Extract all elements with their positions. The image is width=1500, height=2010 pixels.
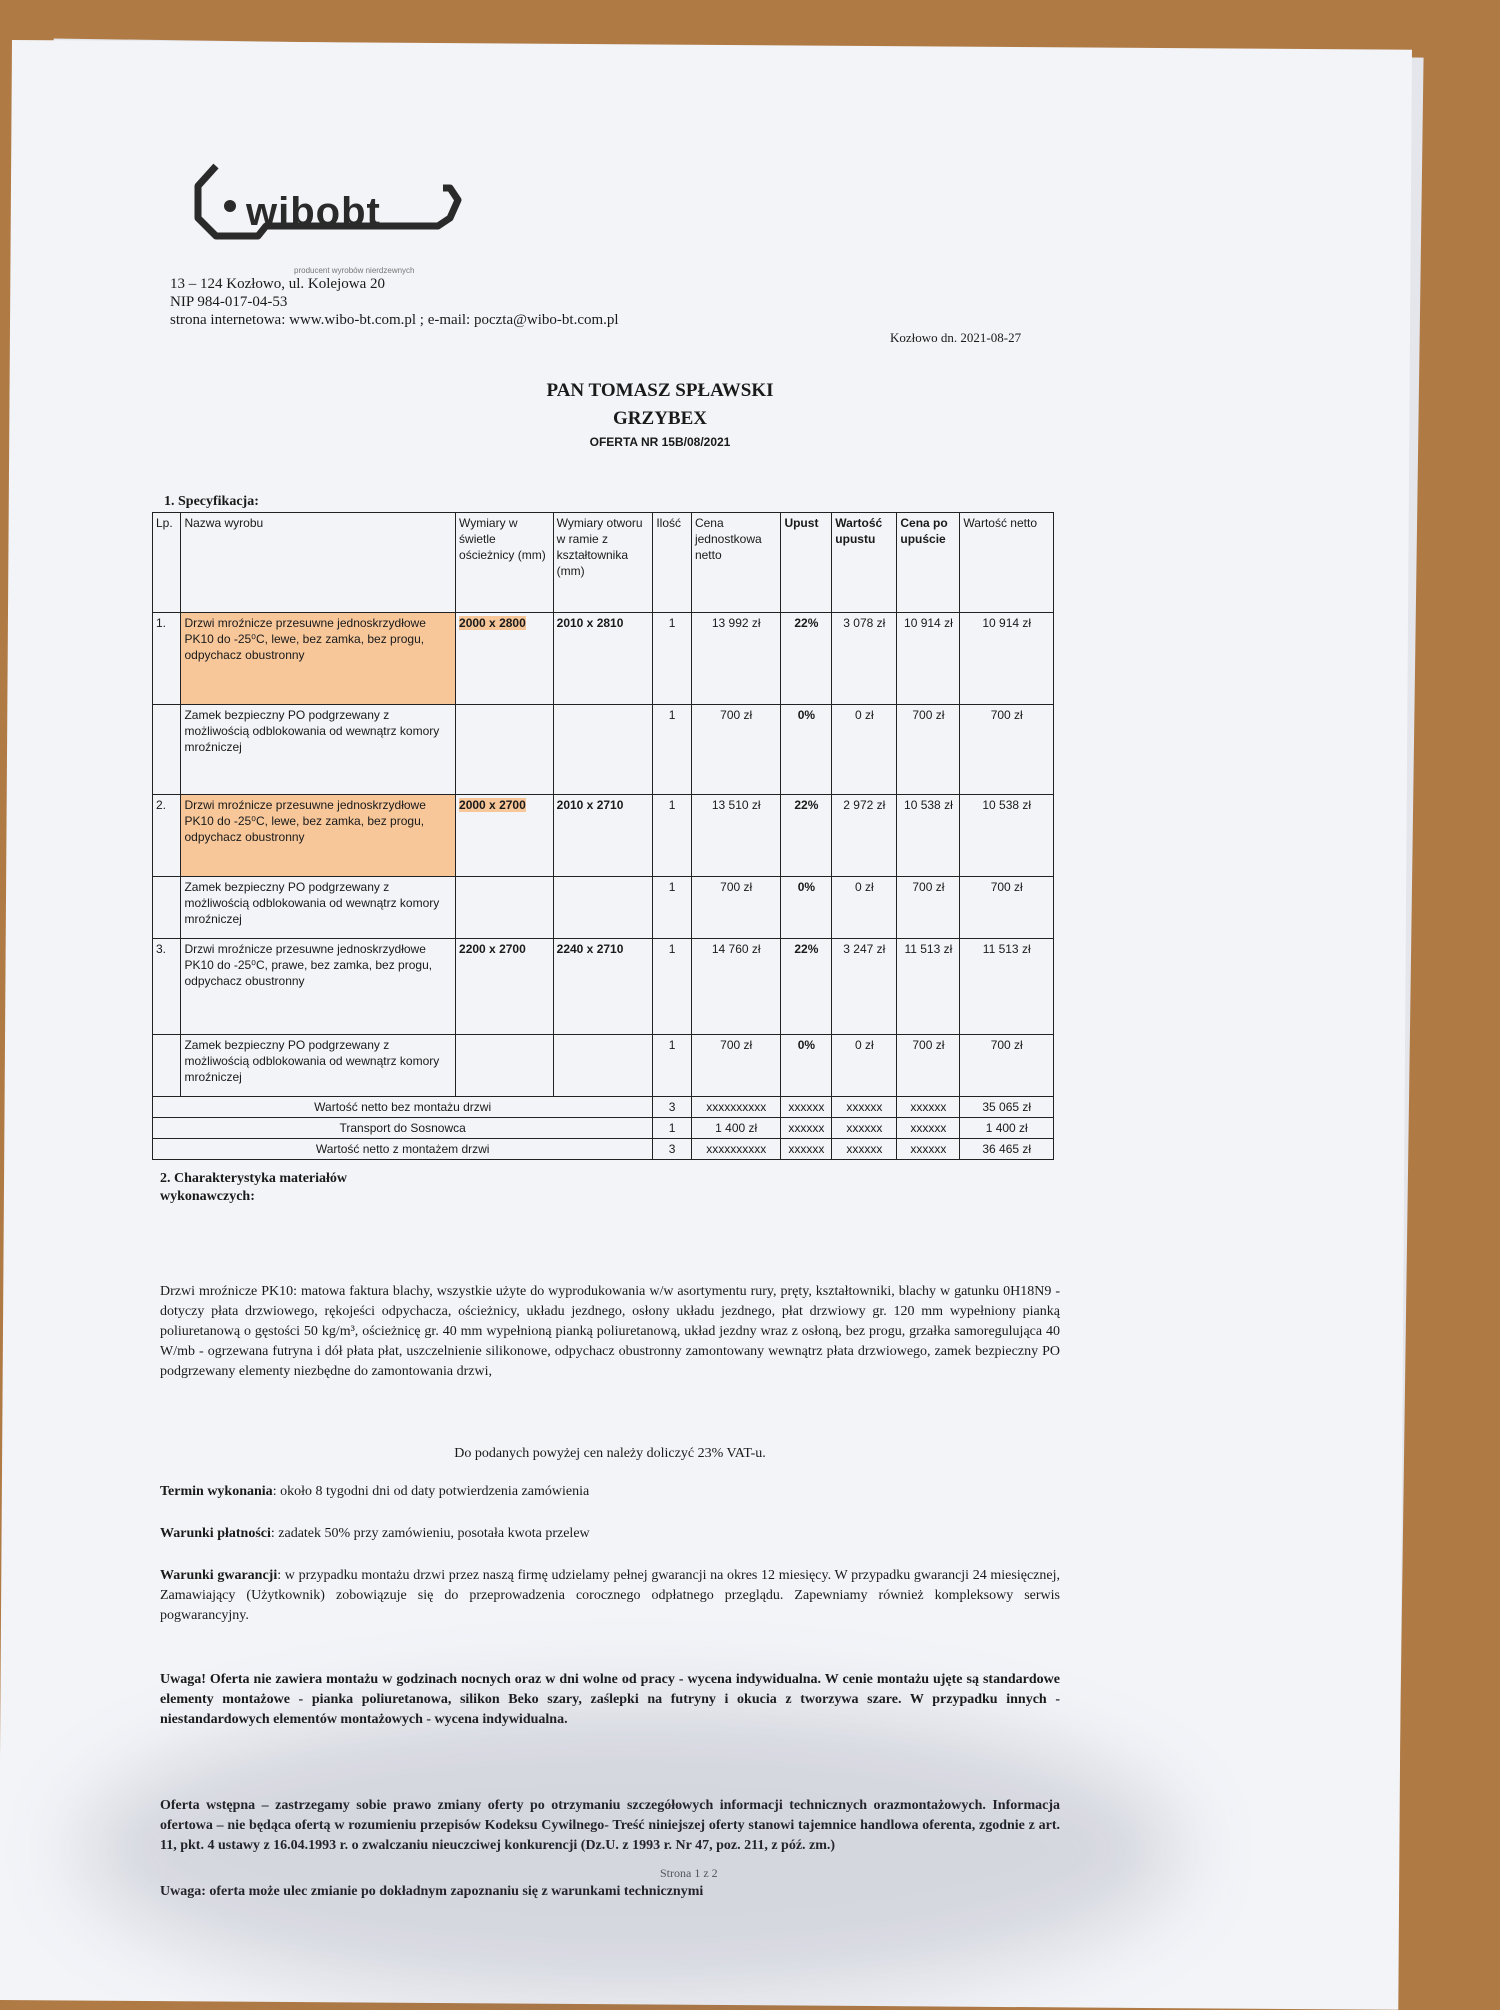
summary-row — [153, 1097, 1054, 1118]
logo-brand: wibobt — [246, 190, 381, 234]
row-price: 13 510 zł — [691, 795, 780, 877]
table-header-row — [153, 513, 1054, 613]
summary-row — [153, 1139, 1054, 1160]
vat-note: Do podanych powyżej cen należy doliczyć 23% VAT-u. — [454, 1446, 766, 1461]
row-price-after: 10 538 zł — [897, 795, 960, 877]
preliminary-offer-note: Oferta wstępna – zastrzegamy sobie prawo zmiany oferty po otrzymaniu szczegółowych informacji technicznych orazmontażowych. Informacja ofertowa – nie będąca ofertą w rozumieniu przepisów Kodeksu Cywilnego- Treść niniejszej oferty stanowi tajemnice handlowa oferenta, zgodnie z art. 11, pkt. 4 ustawy z 16.04.1993 r. o zwalczaniu nieuczciwej konkurencji (Dz.U. z 1993 r. Nr 47, poz. 211, z póź. zm.) — [160, 1798, 1060, 1853]
row-lp — [153, 877, 181, 939]
row-discount-value: 0 zł — [832, 705, 897, 795]
header-cell: Lp. — [153, 513, 181, 613]
logo-tagline: producent wyrobów nierdzewnych — [294, 266, 415, 275]
section-materials-title-line2: wykonawczych: — [160, 1189, 255, 1204]
row-lp: 2. — [153, 795, 181, 877]
row-discount-value: 2 972 zł — [832, 795, 897, 877]
row-qty: 1 — [653, 1035, 692, 1097]
page-number: Strona 1 z 2 — [660, 1866, 718, 1880]
row-dim2: 2010 x 2710 — [553, 795, 653, 877]
term-label: Termin wykonania — [160, 1484, 273, 1499]
row-discount: 0% — [781, 705, 832, 795]
row-qty: 1 — [653, 877, 692, 939]
warranty-label: Warunki gwarancji — [160, 1568, 278, 1583]
summary-discount: xxxxxx — [781, 1139, 832, 1160]
summary-price-after: xxxxxx — [897, 1139, 960, 1160]
row-price: 14 760 zł — [691, 939, 780, 1035]
final-note: Uwaga: oferta może ulec zmianie po dokładnym zapoznaniu się z warunkami technicznymi — [160, 1884, 704, 1899]
row-discount-value: 3 247 zł — [832, 939, 897, 1035]
row-lp — [153, 1035, 181, 1097]
summary-price: xxxxxxxxxx — [691, 1139, 780, 1160]
row-name: Drzwi mroźnicze przesuwne jednoskrzydłowe PK10 do -25⁰C, prawe, bez zamka, bez progu, odpychacz obustronny — [181, 939, 456, 1035]
row-net: 700 zł — [960, 1035, 1054, 1097]
header-cell: Wartość upustu — [832, 513, 897, 613]
company-address-block — [170, 275, 619, 329]
summary-discount-value: xxxxxx — [832, 1097, 897, 1118]
summary-price: 1 400 zł — [691, 1118, 780, 1139]
summary-row — [153, 1118, 1054, 1139]
row-name: Zamek bezpieczny PO podgrzewany z możliwością odblokowania od wewnątrz komory mroźniczej — [181, 1035, 456, 1097]
summary-discount-value: xxxxxx — [832, 1118, 897, 1139]
summary-qty: 3 — [653, 1097, 692, 1118]
warranty-text: : w przypadku montażu drzwi przez naszą firmę udzielamy pełnej gwarancji na okres 12 miesięcy. W przypadku gwarancji 24 miesięcznej, Zamawiający (Użytkownik) zobowiązuje się do przeprowadzenia corocznego odpłatnego przeglądu. Zapewniamy również kompleksowy serwis pogwarancyjny. — [160, 1568, 1060, 1623]
row-net: 700 zł — [960, 705, 1054, 795]
row-lp: 1. — [153, 613, 181, 705]
row-qty: 1 — [653, 705, 692, 795]
summary-label: Transport do Sosnowca — [153, 1118, 653, 1139]
summary-qty: 1 — [653, 1118, 692, 1139]
row-dim1 — [456, 1035, 554, 1097]
table-row — [153, 613, 1054, 705]
row-qty: 1 — [653, 795, 692, 877]
summary-price-after: xxxxxx — [897, 1118, 960, 1139]
row-discount: 0% — [781, 1035, 832, 1097]
row-net: 10 538 zł — [960, 795, 1054, 877]
row-price: 700 zł — [691, 705, 780, 795]
row-dim1: 2200 x 2700 — [456, 939, 554, 1035]
row-net: 700 zł — [960, 877, 1054, 939]
row-name: Zamek bezpieczny PO podgrzewany z możliwością odblokowania od wewnątrz komory mroźniczej — [181, 705, 456, 795]
row-discount: 0% — [781, 877, 832, 939]
header-cell: Cena jednostkowa netto — [691, 513, 780, 613]
document-date: Kozłowo dn. 2021-08-27 — [890, 330, 1022, 345]
summary-net: 36 465 zł — [960, 1139, 1054, 1160]
summary-price: xxxxxxxxxx — [691, 1097, 780, 1118]
row-dim1 — [456, 613, 554, 705]
row-name: Drzwi mroźnicze przesuwne jednoskrzydłowe PK10 do -25⁰C, lewe, bez zamka, bez progu, odpychacz obustronny — [181, 795, 456, 877]
recipient-name: PAN TOMASZ SPŁAWSKI — [546, 380, 774, 401]
row-qty: 1 — [653, 613, 692, 705]
materials-paragraph: Drzwi mroźnicze PK10: matowa faktura blachy, wszystkie użyte do wyprodukowania w/w asortymentu rury, pręty, kształtowniki, blachy w gatunku 0H18N9 - dotyczy płata drzwiowego, rękojeści odpychacza, ościeżnicy, układu jezdnego, osłony układu jezdnego, płat drzwiowy gr. 120 mm wypełniony pianką poliuretanową o gęstości 50 kg/m³, ościeżnicę gr. 40 mm wypełnioną pianką poliuretanową, układ jezdny wraz z osłoną, bez progu, grzałka samoregulująca 40 W/mb - ogrzewana futryna i dół płata płat, uszczelnienie silikonowe, odpychacz obustronny zamontowany wewnątrz płata drzwiowego, zamek bezpieczny PO podgrzewany elementy niezbędne do zamontowania drzwi, — [160, 1284, 1060, 1379]
header-cell: Upust — [781, 513, 832, 613]
row-dim1 — [456, 705, 554, 795]
row-price-after: 10 914 zł — [897, 613, 960, 705]
summary-net: 35 065 zł — [960, 1097, 1054, 1118]
row-qty: 1 — [653, 939, 692, 1035]
term-text: : około 8 tygodni dni od daty potwierdzenia zamówienia — [272, 1484, 590, 1499]
company-contact: strona internetowa: www.wibo-bt.com.pl ; e-mail: poczta@wibo-bt.com.pl — [170, 312, 619, 328]
row-price-after: 700 zł — [897, 1035, 960, 1097]
row-net: 10 914 zł — [960, 613, 1054, 705]
payment-label: Warunki płatności — [160, 1526, 271, 1541]
row-discount-value: 0 zł — [832, 877, 897, 939]
table-row — [153, 795, 1054, 877]
row-dim1-text: 2000 x 2800 — [459, 616, 526, 630]
offer-number: OFERTA NR 15B/08/2021 — [589, 435, 731, 449]
header-cell: Wartość netto — [960, 513, 1054, 613]
row-dim1 — [456, 795, 554, 877]
row-price-after: 700 zł — [897, 705, 960, 795]
row-name: Drzwi mroźnicze przesuwne jednoskrzydłowe PK10 do -25⁰C, lewe, bez zamka, bez progu, odpychacz obustronny — [181, 613, 456, 705]
installation-note: Uwaga! Oferta nie zawiera montażu w godzinach nocnych oraz w dni wolne od pracy - wycena indywidualna. W cenie montażu ujęte są standardowe elementy montażowe - pianka poliuretanowa, silikon Beko szary, zaślepki na futryny i okucia z tworzywa szare. W przypadku innych - niestandardowych elementów montażowych - wycena indywidualna. — [160, 1672, 1060, 1727]
section-specification-title: 1. Specyfikacja: — [164, 494, 259, 509]
section-materials-title-line1: 2. Charakterystyka materiałów — [160, 1171, 348, 1186]
row-price: 13 992 zł — [691, 613, 780, 705]
summary-label: Wartość netto bez montażu drzwi — [153, 1097, 653, 1118]
table-row — [153, 939, 1054, 1035]
summary-discount-value: xxxxxx — [832, 1139, 897, 1160]
warranty-paragraph — [160, 1566, 1060, 1626]
term-line — [160, 1482, 1060, 1502]
section-materials-title — [160, 1170, 347, 1206]
recipient-company: GRZYBEX — [613, 408, 707, 429]
row-dim2 — [553, 877, 653, 939]
row-net: 11 513 zł — [960, 939, 1054, 1035]
summary-discount: xxxxxx — [781, 1118, 832, 1139]
row-dim2: 2010 x 2810 — [553, 613, 653, 705]
header-cell: Ilość — [653, 513, 692, 613]
summary-discount: xxxxxx — [781, 1097, 832, 1118]
row-price: 700 zł — [691, 1035, 780, 1097]
table-row — [153, 877, 1054, 939]
row-dim1 — [456, 877, 554, 939]
row-price: 700 zł — [691, 877, 780, 939]
payment-line — [160, 1524, 1060, 1544]
row-discount-value: 3 078 zł — [832, 613, 897, 705]
row-discount: 22% — [781, 613, 832, 705]
row-discount-value: 0 zł — [832, 1035, 897, 1097]
header-cell: Wymiary otworu w ramie z kształtownika (mm) — [553, 513, 653, 613]
company-logo — [188, 148, 488, 275]
row-dim1-text: 2000 x 2700 — [459, 798, 526, 812]
payment-text: : zadatek 50% przy zamówieniu, posotała kwota przelew — [270, 1526, 590, 1541]
row-price-after: 11 513 zł — [897, 939, 960, 1035]
row-dim2: 2240 x 2710 — [553, 939, 653, 1035]
row-lp: 3. — [153, 939, 181, 1035]
summary-qty: 3 — [653, 1139, 692, 1160]
company-address: 13 – 124 Kozłowo, ul. Kolejowa 20 — [170, 276, 385, 292]
row-dim2 — [553, 1035, 653, 1097]
row-discount: 22% — [781, 795, 832, 877]
table-row — [153, 1035, 1054, 1097]
company-nip: NIP 984-017-04-53 — [170, 294, 288, 310]
row-lp — [153, 705, 181, 795]
row-discount: 22% — [781, 939, 832, 1035]
header-cell: Wymiary w świetle ościeżnicy (mm) — [456, 513, 554, 613]
summary-net: 1 400 zł — [960, 1118, 1054, 1139]
summary-label: Wartość netto z montażem drzwi — [153, 1139, 653, 1160]
header-cell: Cena po upuście — [897, 513, 960, 613]
summary-price-after: xxxxxx — [897, 1097, 960, 1118]
row-name: Zamek bezpieczny PO podgrzewany z możliwością odblokowania od wewnątrz komory mroźniczej — [181, 877, 456, 939]
row-dim2 — [553, 705, 653, 795]
row-price-after: 700 zł — [897, 877, 960, 939]
specification-table — [152, 512, 1054, 1160]
recipient-block — [300, 377, 1020, 449]
header-cell: Nazwa wyrobu — [181, 513, 456, 613]
table-row — [153, 705, 1054, 795]
